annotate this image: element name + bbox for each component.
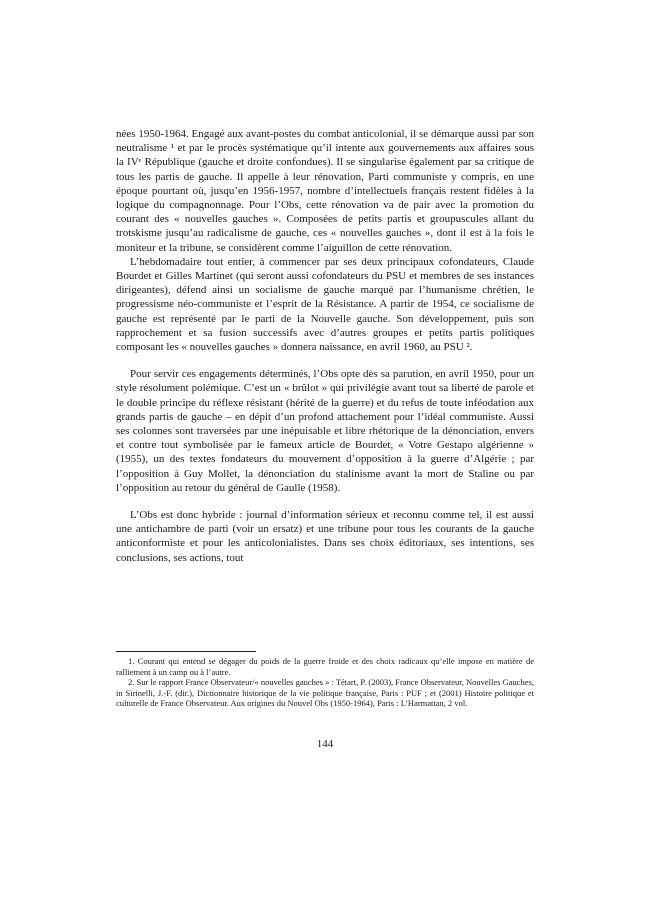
footnote-1: 1. Courant qui entend se dégager du poids de la guerre froide et des choix radicaux qu’elle impose en matière de ralliement à un camp ou à l’autre. (116, 656, 534, 677)
footnote-2: 2. Sur le rapport France Observateur/« nouvelles gauches » : Tétart, P. (2003), France Observateur, Nouvelles Gauches, in Sirinelli, J.-F. (dir.), Dictionnaire historique de la vie politique française, Paris : PUF ; et (2001) Histoire politique et culturelle de France Observateur. Aux origines du Nouvel Obs (1950-1964), Paris : L’Harmattan, 2 vol. (116, 677, 534, 709)
footnotes (116, 656, 534, 709)
paragraph-1: nées 1950-1964. Engagé aux avant-postes du combat anticolonial, il se démarque aussi par son neutralisme ¹ et par le procès systématique qu’il intente aux gouvernements aux affaires sous la IVᵉ République (gauche et droite confondues). Il se singularise également par sa critique de tous les partis de gauche. Il appelle à leur rénovation, Parti communiste y compris, en une époque pourtant où, jusqu’en 1956-1957, nombre d’intellectuels français restent fidèles à la logique du compagnonnage. Pour l’Obs, cette rénovation va de pair avec la promotion du courant des « nouvelles gauches ». Composées de petits partis et groupuscules allant du trotskisme jusqu’au radicalisme de gauche, ces « nouvelles gauches », dont il est à la fois le moniteur et la tribune, se considèrent comme l’aiguillon de cette rénovation. (116, 128, 534, 254)
footnote-separator (116, 651, 256, 652)
page-number: 144 (316, 738, 334, 750)
body-text (116, 127, 534, 565)
paragraph-4: L’Obs est donc hybride : journal d’information sérieux et reconnu comme tel, il est aussi une antichambre de parti (voir un ersatz) et une tribune pour tous les courants de la gauche anticonformiste et pour les anticolonialistes. Dans ses choix éditoriaux, ses intentions, ses conclusions, ses actions, tout (116, 509, 534, 564)
paragraph-3: Pour servir ces engagements déterminés, l’Obs opte dès sa parution, en avril 1950, pour un style résolument polémique. C’est un « brûlot » qui privilégie avant tout sa liberté de parole et le double principe du réflexe résistant (hérité de la guerre) et du refus de toute inféodation aux grands partis de gauche – en dépit d’un profond attachement pour l’idéal communiste. Aussi ses colonnes sont traversées par une inépuisable et libre rhétorique de la dénonciation, envers et contre tout symbolisée par le fameux article de Bourdet, « Votre Gestapo algérienne » (1955), un des textes fondateurs du mouvement d’opposition à la guerre d’Algérie ; par l’opposition à Guy Mollet, la dénonciation du stalinisme avant la mort de Staline ou par l’opposition au retour du général de Gaulle (1958). (116, 368, 534, 494)
paragraph-2: L’hebdomadaire tout entier, à commencer par ses deux principaux cofondateurs, Claude Bourdet et Gilles Martinet (qui seront aussi cofondateurs du PSU et membres de ses instances dirigeantes), défend ainsi un socialisme de gauche marqué par l’humanisme chrétien, le progressisme néo-communiste et l’esprit de la Résistance. A partir de 1954, ce socialisme de gauche est représenté par le parti de la Nouvelle gauche. Son développement, puis son rapprochement et sa fusion successifs avec d’autres groupes et petits partis politiques composant les « nouvelles gauches » donnera naissance, en avril 1960, au PSU ². (116, 255, 534, 354)
